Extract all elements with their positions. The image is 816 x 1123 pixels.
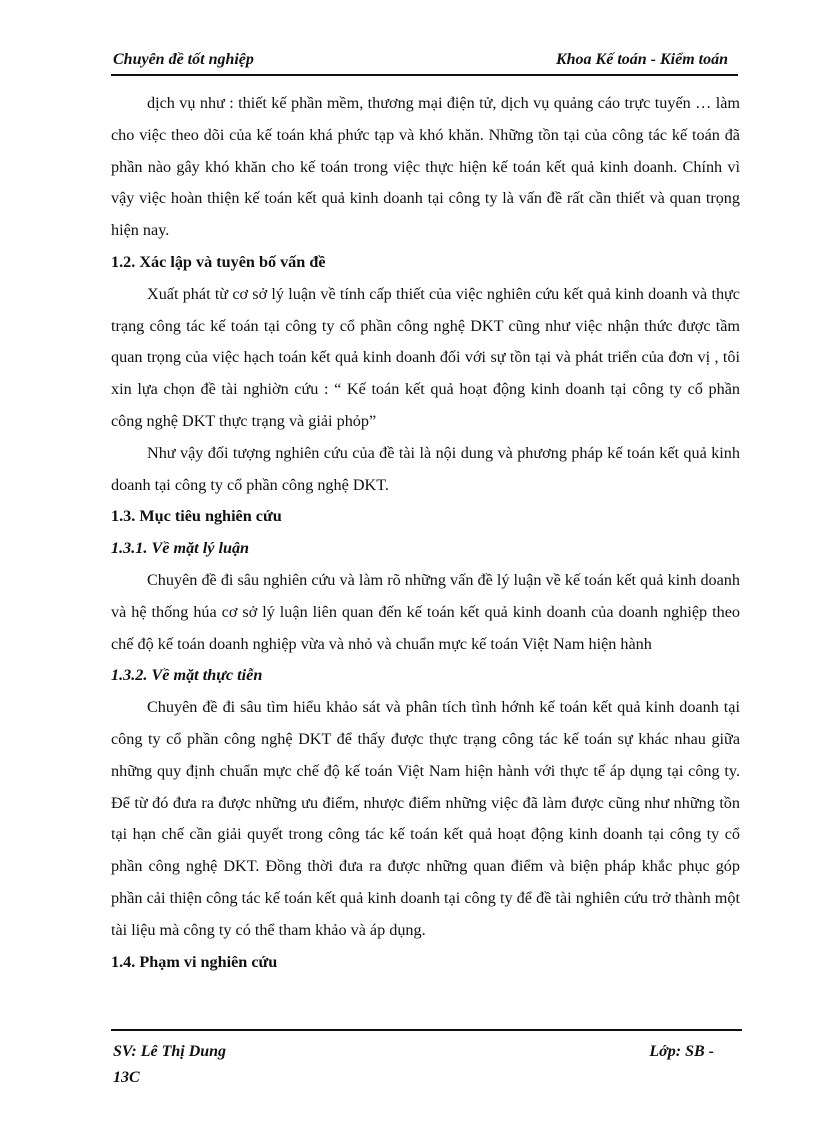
page-footer — [111, 1029, 742, 1086]
paragraph-research-object: Như vậy đối tượng nghiên cứu của đề tài là nội dung và phương pháp kế toán kết quả kinh doanh tại công ty cổ phần công nghệ DKT. — [111, 443, 740, 494]
header-faculty: Khoa Kế toán - Kiểm toán — [555, 51, 728, 68]
paragraph-intro-continued: dịch vụ như : thiết kế phần mềm, thương mại điện tử, dịch vụ quảng cáo trực tuyến … làm cho việc theo dõi của kế toán khá phức tạp và khó khăn. Những tồn tại của công tác kế toán đã phần nào gây khó khăn cho kế toán trong việc thực hiện kế toán kết quả kinh doanh. Chính vì vậy việc hoàn thiện kế toán kết quả kinh doanh tại công ty là vấn đề rất cần thiết và quan trọng hiện nay. — [111, 94, 740, 240]
footer-student: SV: Lê Thị Dung 13C — [113, 1043, 227, 1086]
paragraph-theory: Chuyên đề đi sâu nghiên cứu và làm rõ những vấn đề lý luận về kế toán kết quả kinh doanh và hệ thống húa cơ sở lý luận liên quan đến kế toán kết quả kinh doanh của doanh nghiệp theo chế độ kế toán doanh nghiệp vừa và nhỏ và chuẩn mực kế toán Việt Nam hiện hành — [111, 570, 740, 653]
page-header — [111, 44, 738, 76]
header-title: Chuyên đề tốt nghiệp — [113, 51, 254, 68]
section-heading-1-3: 1.3. Mục tiêu nghiên cứu — [111, 507, 282, 526]
section-heading-1-4: 1.4. Phạm vi nghiên cứu — [111, 952, 278, 971]
subsection-heading-1-3-1: 1.3.1. Về mặt lý luận — [111, 539, 250, 558]
footer-class: Lớp: SB - — [649, 1043, 714, 1060]
paragraph-practice: Chuyên đề đi sâu tìm hiểu khảo sát và phân tích tình hớnh kế toán kết quả kinh doanh tại công ty cổ phần công nghệ DKT để thấy được thực trạng công tác kế toán sự khác nhau giữa những quy định chuẩn mực chế độ kế toán Việt Nam hiện hành với thực tế áp dụng tại công ty. Để từ đó đưa ra được những ưu điểm, nhược điểm những việc đã làm được cũng như những tồn tại hạn chế cần giải quyết trong công tác kế toán kết quả hoạt động kinh doanh tại công ty cổ phần công nghệ DKT. Đồng thời đưa ra được những quan điểm và biện pháp khắc phục góp phần cải thiện công tác kế toán kết quả kinh doanh tại công ty để đề tài nghiên cứu trở thành một tài liệu mà công ty có thể tham khảo và áp dụng. — [111, 698, 740, 939]
paragraph-problem-statement: Xuất phát từ cơ sở lý luận về tính cấp thiết của việc nghiên cứu kết quả kinh doanh và thực trạng công tác kế toán tại công ty cổ phần công nghệ DKT cũng như việc nhận thức được tầm quan trọng của việc hạch toán kết quả kinh doanh đối với sự tồn tại và phát triển của đơn vị , tôi xin lựa chọn đề tài nghiờn cứu : “ Kế toán kết quả hoạt động kinh doanh tại công ty cổ phần công nghệ DKT thực trạng và giải phỏp” — [111, 284, 740, 430]
section-heading-1-2: 1.2. Xác lập và tuyên bố vấn đề — [111, 252, 326, 271]
document-body — [111, 88, 740, 978]
subsection-heading-1-3-2: 1.3.2. Về mặt thực tiễn — [111, 666, 263, 685]
